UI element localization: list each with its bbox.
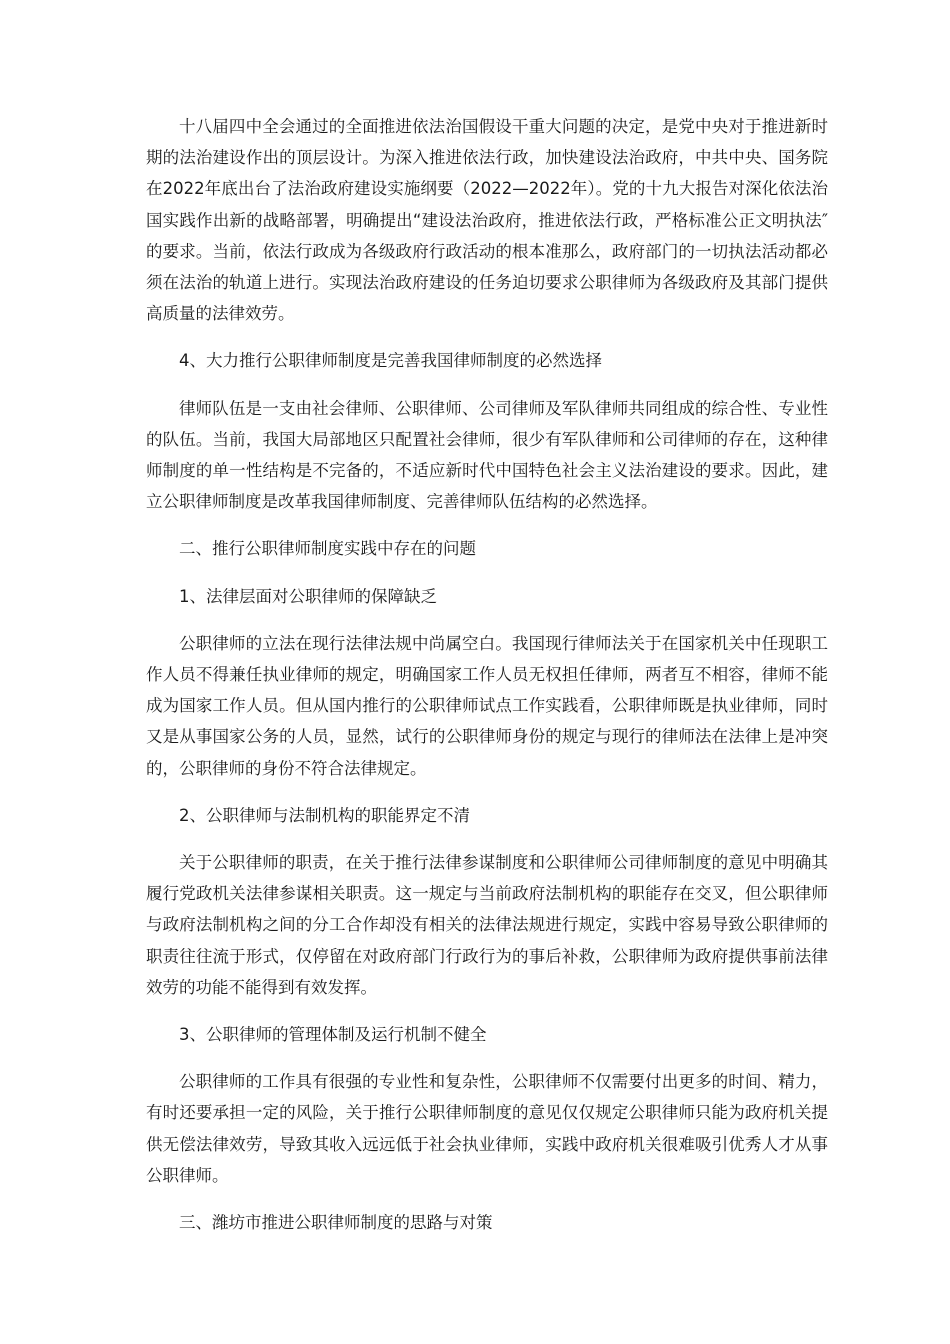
section-heading-3: 3、公职律师的管理体制及运行机制不健全 (179, 1025, 487, 1045)
document-body (146, 111, 828, 1254)
section-heading-4: 4、大力推行公职律师制度是完善我国律师制度的必然选择 (179, 351, 602, 371)
chapter-heading-weifang: 三、潍坊市推进公职律师制度的思路与对策 (179, 1213, 493, 1233)
section-heading-2: 2、公职律师与法制机构的职能界定不清 (179, 805, 470, 825)
paragraph-legislation: 公职律师的立法在现行法律法规中尚属空白。我国现行律师法关于在国家机关中任现职工作人员不得兼任执业律师的规定，明确国家工作人员无权担任律师，两者互不相容，律师不能成为国家工作人员。但从国内推行的公职律师试点工作实践看，公职律师既是执业律师，同时又是从事国家公务的人员，显然，试行的公职律师身份的规定与现行的律师法在法律上是冲突的，公职律师的身份不符合法律规定。 (146, 633, 828, 778)
paragraph-lawyer-team: 律师队伍是一支由社会律师、公职律师、公司律师及军队律师共同组成的综合性、专业性的队伍。当前，我国大局部地区只配置社会律师，很少有军队律师和公司律师的存在，这种律师制度的单一性结构是不完备的，不适应新时代中国特色社会主义法治建设的要求。因此，建立公职律师制度是改革我国律师制度、完善律师队伍结构的必然选择。 (146, 398, 828, 512)
paragraph-background: 十八届四中全会通过的全面推进依法治国假设干重大问题的决定，是党中央对于推进新时期的法治建设作出的顶层设计。为深入推进依法行政，加快建设法治政府，中共中央、国务院在2022年底出台了法治政府建设实施纲要（2022—2022年）。党的十九大报告对深化依法治国实践作出新的战略部署，明确提出“建设法治政府，推进依法行政，严格标准公正文明执法″的要求。当前，依法行政成为各级政府行政活动的根本准那么，政府部门的一切执法活动都必须在法治的轨道上进行。实现法治政府建设的任务迫切要求公职律师为各级政府及其部门提供高质量的法律效劳。 (146, 117, 828, 324)
section-heading-1: 1、法律层面对公职律师的保障缺乏 (179, 586, 437, 606)
paragraph-duties: 关于公职律师的职责，在关于推行法律参谋制度和公职律师公司律师制度的意见中明确其履行党政机关法律参谋相关职责。这一规定与当前政府法制机构的职能存在交叉，但公职律师与政府法制机构之间的分工合作却没有相关的法律法规进行规定，实践中容易导致公职律师的职责往往流于形式，仅停留在对政府部门行政行为的事后补救，公职律师为政府提供事前法律效劳的功能不能得到有效发挥。 (146, 853, 828, 997)
paragraph-management: 公职律师的工作具有很强的专业性和复杂性，公职律师不仅需要付出更多的时间、精力，有时还要承担一定的风险，关于推行公职律师制度的意见仅仅规定公职律师只能为政府机关提供无偿法律效劳，导致其收入远远低于社会执业律师，实践中政府机关很难吸引优秀人才从事公职律师。 (146, 1072, 828, 1185)
chapter-heading-problems: 二、推行公职律师制度实践中存在的问题 (179, 539, 476, 559)
